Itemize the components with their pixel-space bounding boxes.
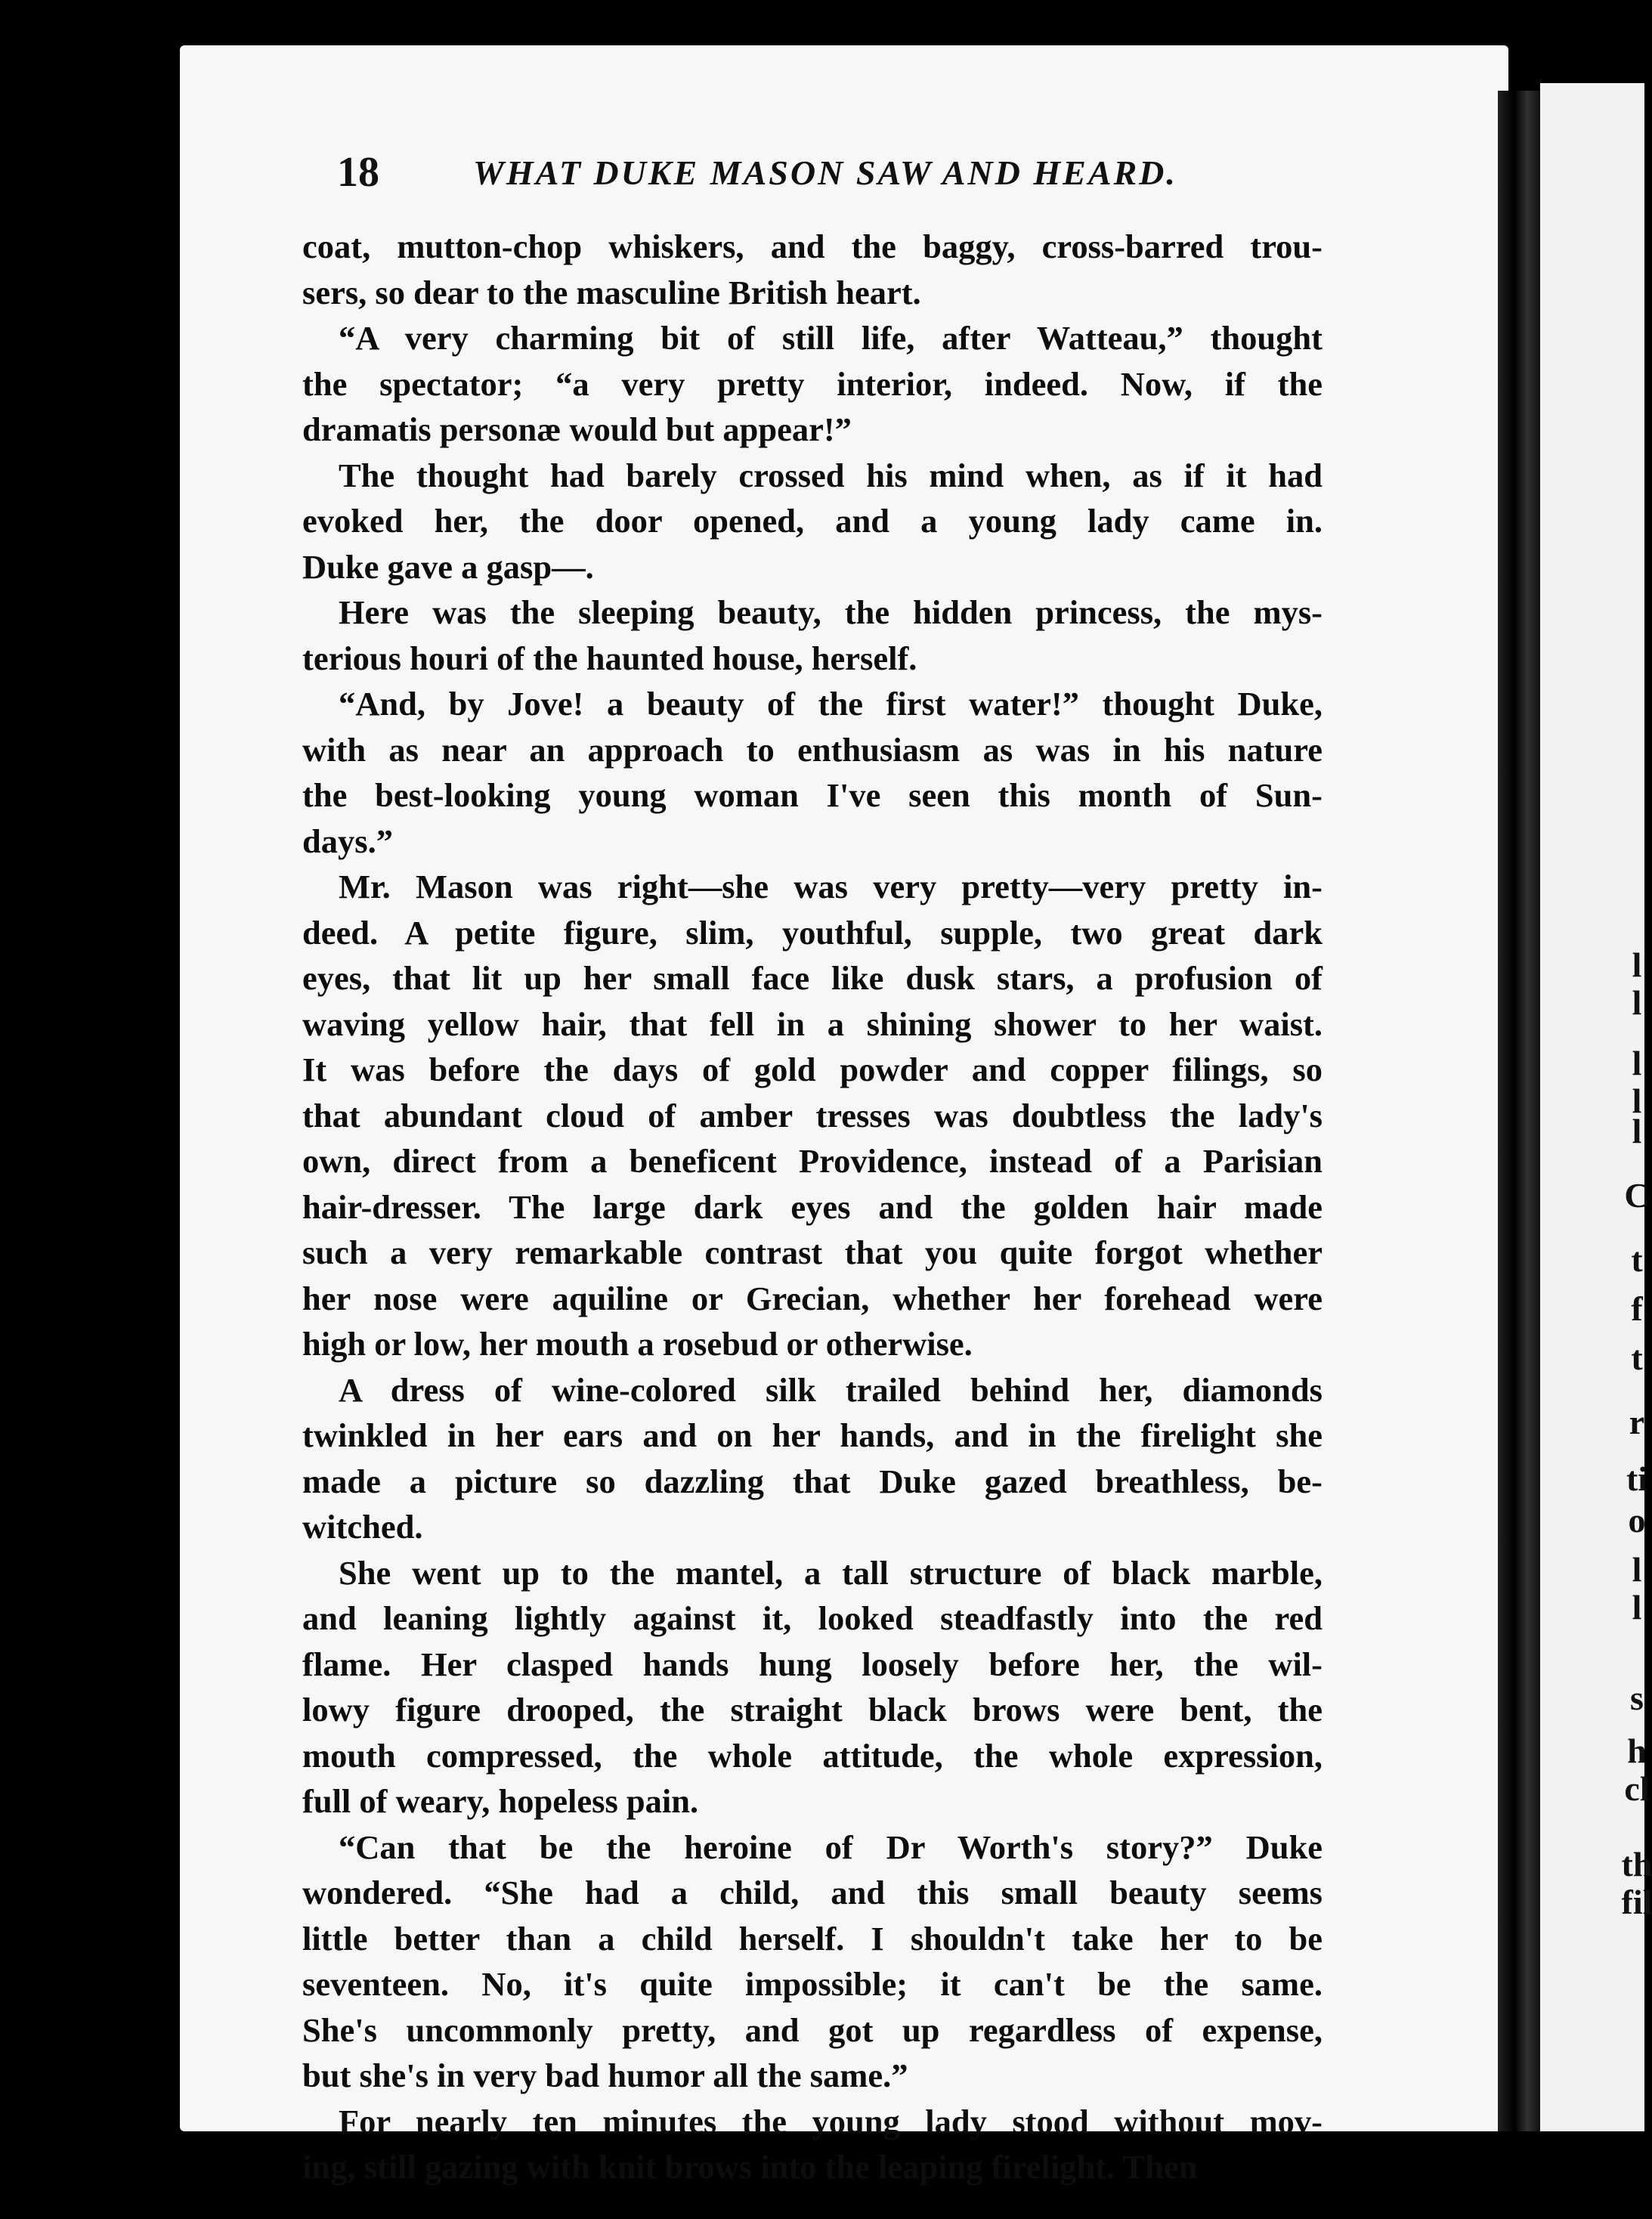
facing-page-glyph: f: [1631, 1289, 1643, 1328]
text-line: and leaning lightly against it, looked steadfastly into the red: [302, 1599, 1323, 1637]
paragraph: [302, 681, 1323, 864]
facing-page-glyph: s: [1630, 1679, 1644, 1717]
text-line: ing, still gazing with knit brows into the leaping firelight. Then: [302, 2148, 1198, 2186]
text-line: her nose were aquiline or Grecian, whether her forehead were: [302, 1279, 1323, 1317]
facing-page-glyph: h: [1627, 1732, 1647, 1770]
facing-page-glyph: t: [1631, 1339, 1643, 1377]
page-header: [337, 148, 1395, 209]
facing-page-glyph: l: [1632, 1112, 1642, 1150]
facing-page-glyph: l: [1632, 945, 1642, 984]
text-line: “A very charming bit of still life, after Watteau,” thought: [339, 319, 1323, 357]
text-line: eyes, that lit up her small face like dusk stars, a profusion of: [302, 959, 1323, 997]
text-line: high or low, her mouth a rosebud or otherwise.: [302, 1325, 973, 1363]
text-line: the spectator; “a very pretty interior, indeed. Now, if the: [302, 364, 1323, 403]
text-line: It was before the days of gold powder and copper filings, so: [302, 1051, 1323, 1088]
text-line: deed. A petite figure, slim, youthful, supple, two great dark: [302, 913, 1323, 952]
facing-page-glyph: th: [1621, 1845, 1652, 1883]
text-line: witched.: [302, 1508, 423, 1546]
text-line: coat, mutton-chop whiskers, and the baggy, cross-barred trou-: [302, 227, 1323, 265]
facing-page-glyph: ti: [1626, 1459, 1648, 1498]
paragraph: [302, 1824, 1323, 2099]
text-line: evoked her, the door opened, and a young lady came in.: [302, 502, 1323, 540]
text-line: days.”: [302, 822, 393, 860]
text-line: made a picture so dazzling that Duke gazed breathless, be-: [302, 1462, 1323, 1500]
text-line: such a very remarkable contrast that you quite forgot whether: [302, 1233, 1323, 1271]
text-line: twinkled in her ears and on her hands, and in the firelight she: [302, 1416, 1323, 1454]
text-line: with as near an approach to enthusiasm as was in his nature: [302, 730, 1323, 769]
facing-page-glyph: l: [1632, 1588, 1642, 1626]
paragraph: [302, 590, 1323, 681]
text-line: She's uncommonly pretty, and got up regardless of expense,: [302, 2010, 1323, 2049]
page-number: 18: [337, 149, 379, 196]
text-line: “Can that be the heroine of Dr Worth's story?” Duke: [339, 1828, 1323, 1866]
text-line: A dress of wine-colored silk trailed behind her, diamonds: [339, 1370, 1323, 1409]
facing-page-glyph: cl: [1624, 1769, 1650, 1808]
running-title: WHAT DUKE MASON SAW AND HEARD.: [473, 153, 1177, 192]
paragraph: [302, 453, 1323, 590]
text-line: flame. Her clasped hands hung loosely before her, the wil-: [302, 1645, 1323, 1683]
text-line: For nearly ten minutes the young lady stood without mov-: [339, 2102, 1323, 2140]
paragraph: [302, 864, 1323, 1367]
text-line: Mr. Mason was right—she was very pretty—very pretty in-: [339, 868, 1323, 905]
text-line: mouth compressed, the whole attitude, the whole expression,: [302, 1736, 1323, 1775]
facing-page-glyph: o: [1628, 1501, 1646, 1540]
facing-page-glyph: l: [1632, 1082, 1642, 1120]
facing-page-fragment: [1540, 83, 1652, 2131]
facing-page-glyph: fil: [1621, 1883, 1652, 1921]
text-line: little better than a child herself. I shouldn't take her to be: [302, 1919, 1323, 1957]
text-line: terious houri of the haunted house, herself.: [302, 639, 917, 677]
text-line: waving yellow hair, that fell in a shining shower to her waist.: [302, 1004, 1323, 1043]
text-line: dramatis personæ would but appear!”: [302, 410, 852, 448]
paragraph: [302, 224, 1323, 315]
paragraph: [302, 2099, 1323, 2190]
text-line: Here was the sleeping beauty, the hidden princess, the mys-: [339, 593, 1323, 631]
body-text: [302, 224, 1323, 2190]
text-line: full of weary, hopeless pain.: [302, 1782, 699, 1820]
facing-page-glyph: t: [1631, 1240, 1643, 1279]
binding-gutter: [1498, 91, 1540, 2131]
text-line: hair-dresser. The large dark eyes and the golden hair made: [302, 1187, 1323, 1226]
facing-page-glyph: l: [1632, 1044, 1642, 1082]
facing-page-glyph: C: [1624, 1176, 1650, 1215]
paragraph: [302, 1550, 1323, 1824]
text-line: but she's in very bad humor all the same.”: [302, 2057, 908, 2094]
text-line: The thought had barely crossed his mind when, as if it had: [339, 456, 1323, 494]
text-line: sers, so dear to the masculine British heart.: [302, 273, 921, 311]
text-line: seventeen. No, it's quite impossible; it can't be the same.: [302, 1965, 1323, 2003]
paragraph: [302, 1367, 1323, 1550]
paragraph: [302, 315, 1323, 453]
text-line: Duke gave a gasp—.: [302, 547, 594, 586]
text-line: She went up to the mantel, a tall structure of black marble,: [339, 1553, 1323, 1592]
facing-page-glyph: l: [1632, 983, 1642, 1022]
facing-page-glyph: r: [1629, 1403, 1645, 1441]
text-line: wondered. “She had a child, and this small beauty seems: [302, 1874, 1323, 1911]
text-line: lowy figure drooped, the straight black brows were bent, the: [302, 1691, 1323, 1728]
text-line: “And, by Jove! a beauty of the first water!” thought Duke,: [339, 685, 1323, 723]
text-line: the best-looking young woman I've seen this month of Sun-: [302, 776, 1323, 814]
text-line: own, direct from a beneficent Providence, instead of a Parisian: [302, 1142, 1323, 1180]
text-line: that abundant cloud of amber tresses was doubtless the lady's: [302, 1096, 1323, 1134]
facing-page-glyph: l: [1632, 1550, 1642, 1589]
